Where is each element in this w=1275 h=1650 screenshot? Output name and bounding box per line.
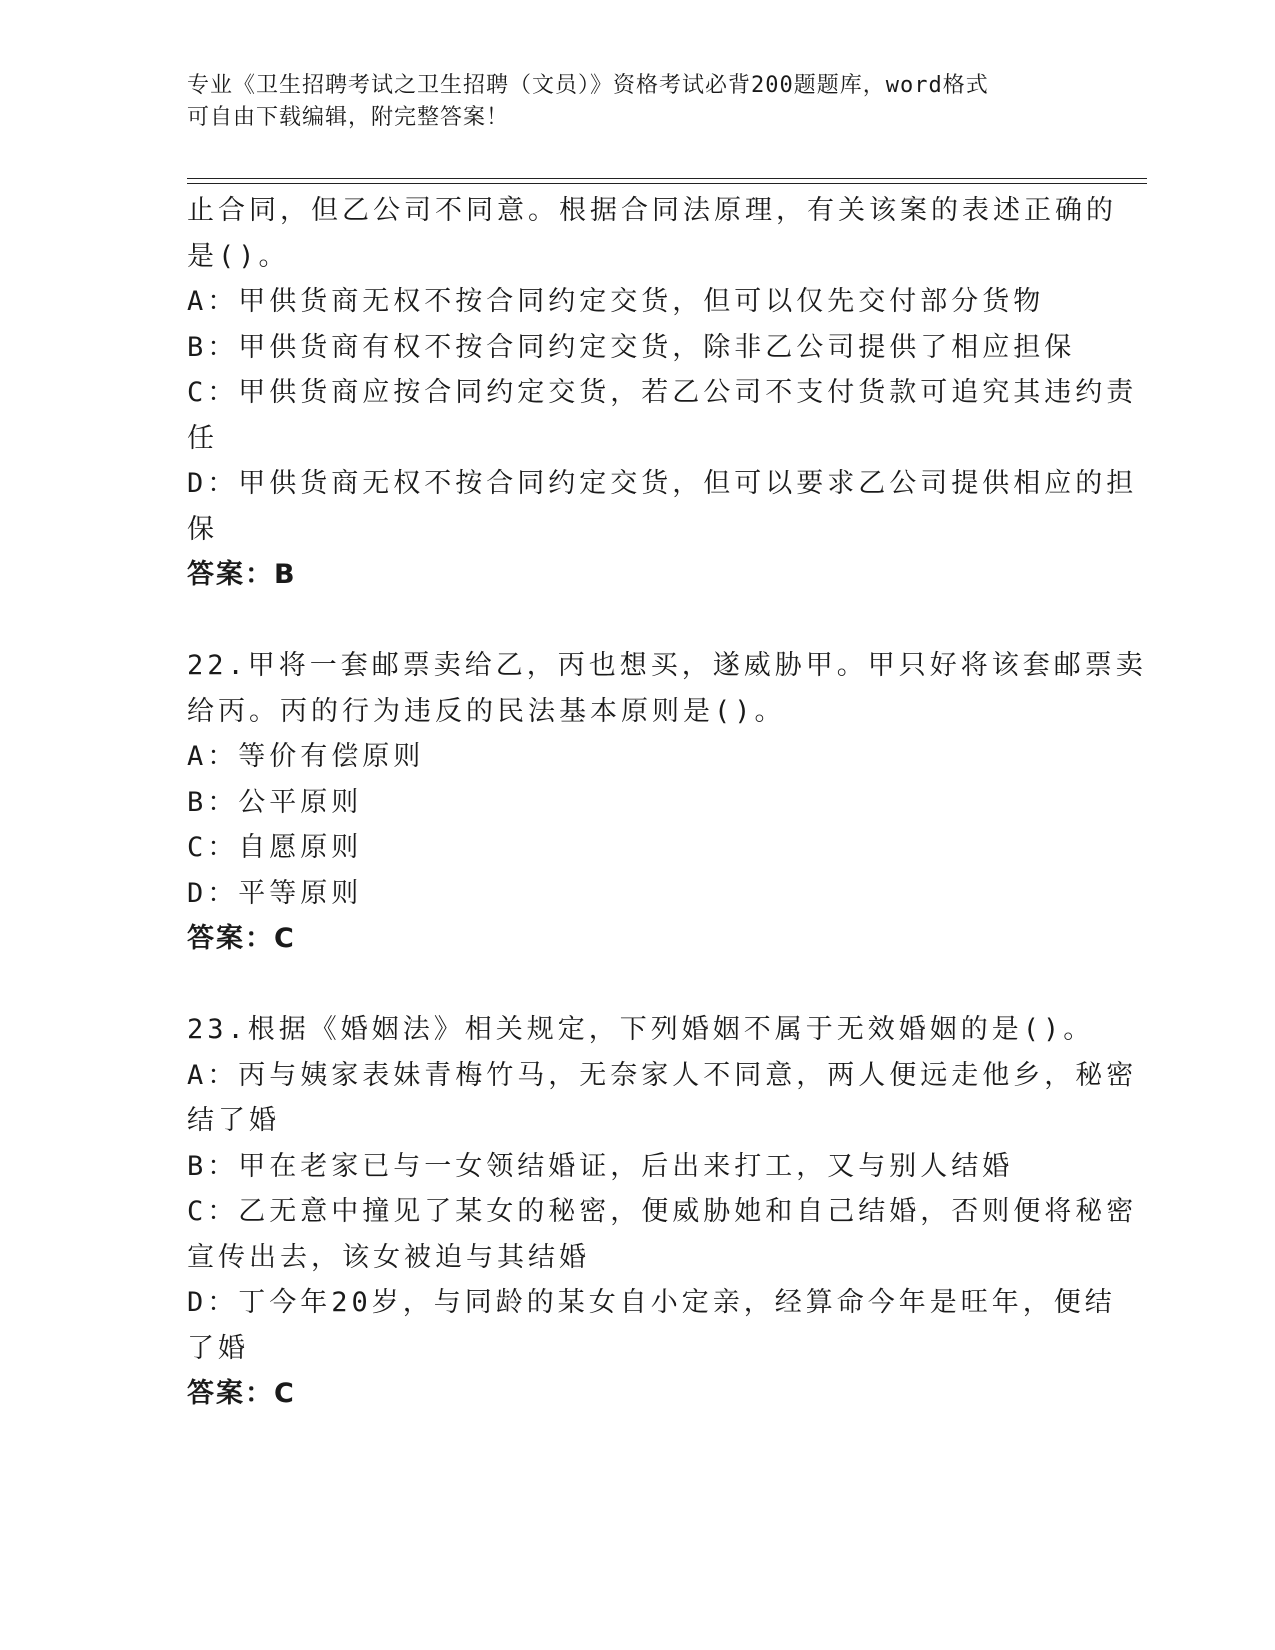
question-stem-line: 止合同，但乙公司不同意。根据合同法原理，有关该案的表述正确的 bbox=[187, 195, 1117, 226]
option-d-continued: 保 bbox=[187, 513, 218, 545]
option-c-continued: 任 bbox=[187, 422, 218, 454]
option-a: A：丙与姨家表妹青梅竹马，无奈家人不同意，两人便远走他乡，秘密 bbox=[187, 1059, 1138, 1091]
option-b: B：甲在老家已与一女领结婚证，后出来打工，又与别人结婚 bbox=[187, 1150, 1014, 1182]
option-d: D：平等原则 bbox=[187, 877, 363, 909]
question-stem-line: 给丙。丙的行为违反的民法基本原则是()。 bbox=[187, 695, 786, 727]
option-d: D：丁今年20岁，与同龄的某女自小定亲，经算命今年是旺年，便结 bbox=[187, 1287, 1116, 1318]
header-title-line-2: 可自由下载编辑，附完整答案！ bbox=[187, 105, 510, 130]
question-stem-line: 22.甲将一套邮票卖给乙，丙也想买，遂威胁甲。甲只好将该套邮票卖 bbox=[187, 650, 1147, 681]
option-d-continued: 了婚 bbox=[187, 1332, 249, 1364]
answer-line: 答案：C bbox=[187, 1378, 296, 1409]
option-c-continued: 宣传出去，该女被迫与其结婚 bbox=[187, 1241, 590, 1273]
option-a-continued: 结了婚 bbox=[187, 1105, 280, 1136]
document-body bbox=[187, 188, 1147, 1417]
option-b: B：甲供货商有权不按合同约定交货，除非乙公司提供了相应担保 bbox=[187, 331, 1076, 363]
header-divider-bottom bbox=[187, 183, 1147, 184]
answer-line: 答案：B bbox=[187, 559, 297, 590]
option-a: A：甲供货商无权不按合同约定交货，但可以仅先交付部分货物 bbox=[187, 286, 1045, 317]
option-d: D：甲供货商无权不按合同约定交货，但可以要求乙公司提供相应的担 bbox=[187, 468, 1138, 499]
option-c: C：甲供货商应按合同约定交货，若乙公司不支付货款可追究其违约责 bbox=[187, 377, 1138, 408]
question-23 bbox=[187, 1007, 1138, 1417]
option-a: A：等价有偿原则 bbox=[187, 741, 425, 772]
question-21 bbox=[187, 188, 1138, 598]
option-c: C：自愿原则 bbox=[187, 832, 363, 863]
question-stem-line: 是()。 bbox=[187, 240, 290, 272]
answer-line: 答案：C bbox=[187, 923, 296, 954]
option-b: B：公平原则 bbox=[187, 786, 363, 818]
spacer bbox=[187, 598, 1087, 644]
question-22 bbox=[187, 643, 1147, 962]
header-title-line-1: 专业《卫生招聘考试之卫生招聘（文员）》资格考试必背200题题库，word格式 bbox=[187, 73, 989, 98]
document-header bbox=[187, 70, 1087, 134]
spacer bbox=[187, 962, 1087, 1008]
question-stem-line: 23.根据《婚姻法》相关规定，下列婚姻不属于无效婚姻的是()。 bbox=[187, 1014, 1095, 1045]
option-c: C：乙无意中撞见了某女的秘密，便威胁她和自己结婚，否则便将秘密 bbox=[187, 1196, 1138, 1227]
header-divider-top bbox=[187, 178, 1147, 179]
